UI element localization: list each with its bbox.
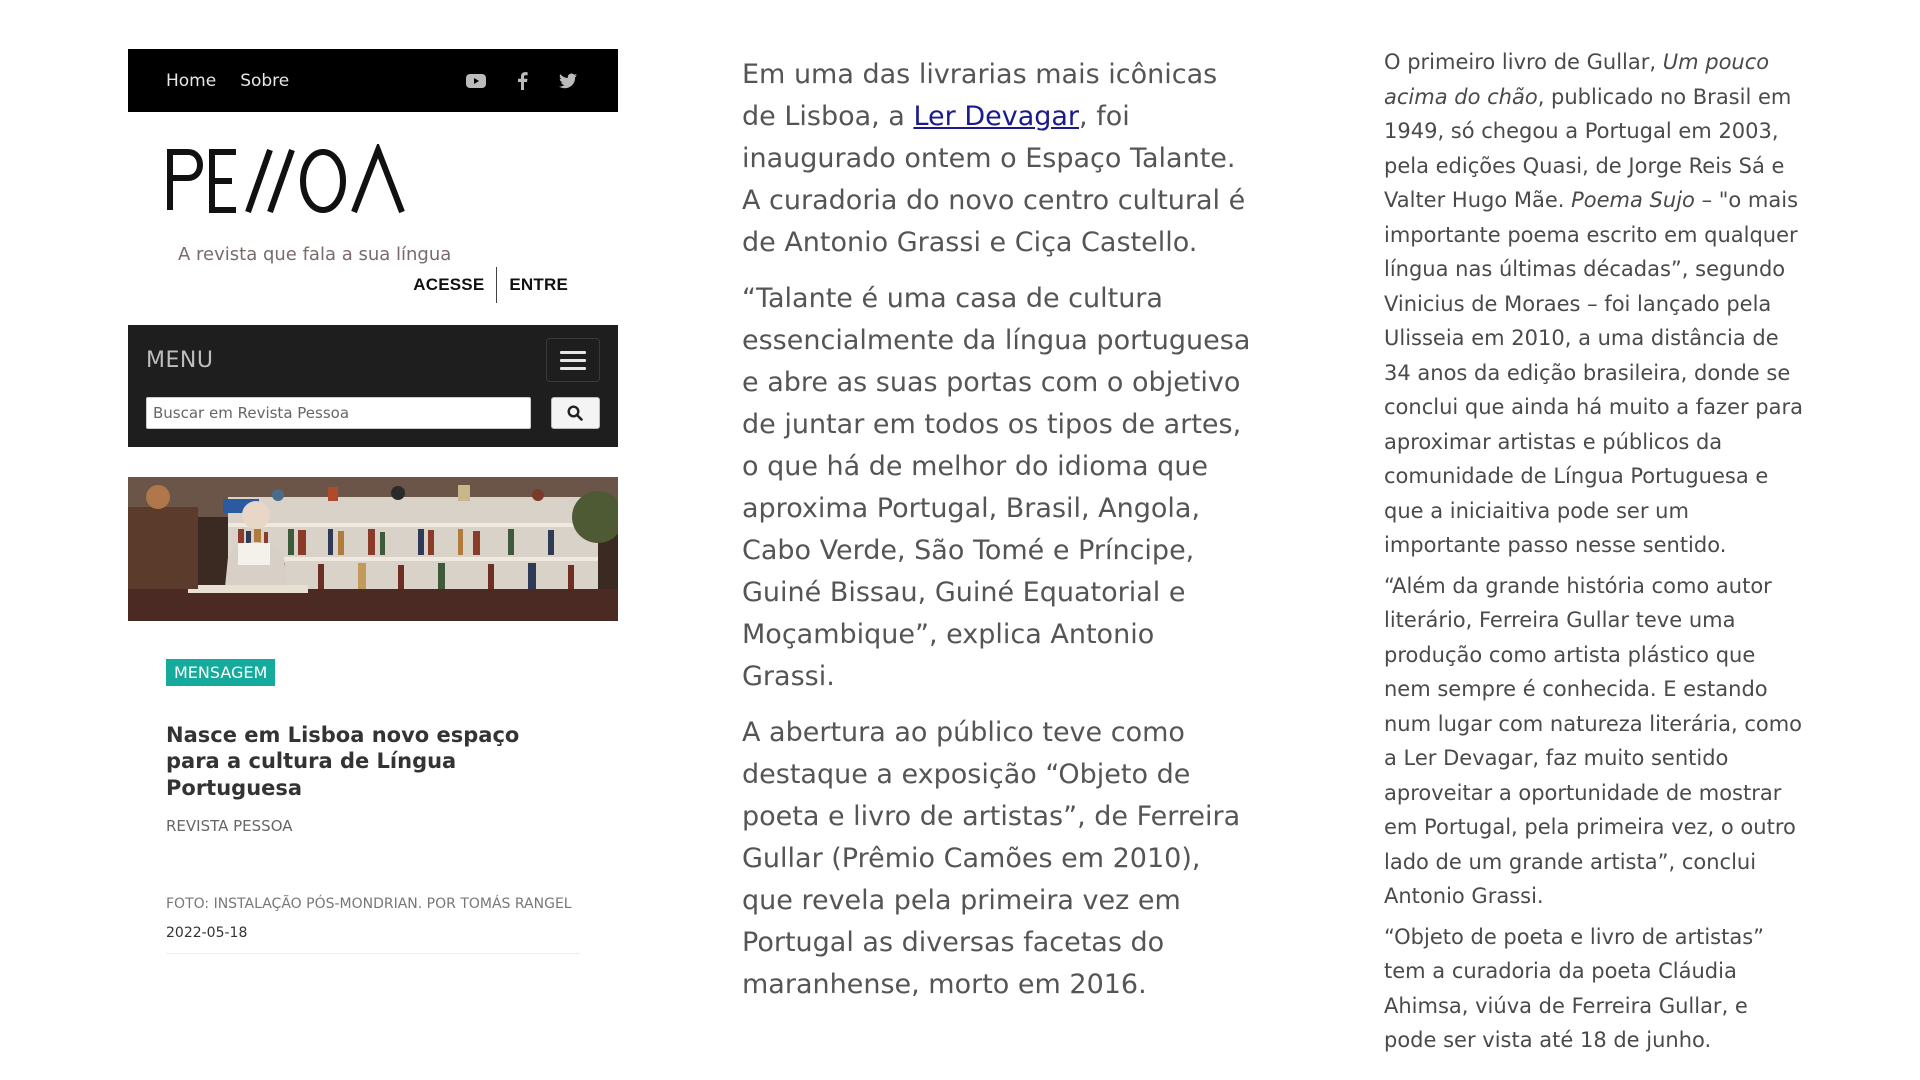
search-input[interactable]	[146, 397, 531, 429]
category-badge[interactable]: MENSAGEM	[166, 659, 275, 686]
paragraph-4-text-c: – "o mais importante poema escrito em qualquer língua nas últimas décadas”, segundo Vinicius de Moraes – foi lançado pela Ulisseia em 2010, a uma distância de 34 anos da edição brasileira, donde se conclui que ainda há muito a fazer para aproximar artistas e públicos da comunidade de Língua Portuguesa e que a iniciaitiva pode ser um importante passo nesse sentido.	[1384, 188, 1803, 557]
article-card	[128, 621, 618, 954]
article-paragraph-6: “Objeto de poeta e livro de artistas” tem a curadoria da poeta Cláudia Ahimsa, viúva de Ferreira Gullar, e pode ser vista até 18 de junho.	[1384, 924, 1765, 1052]
twitter-icon[interactable]	[556, 69, 580, 93]
menu-header	[146, 335, 600, 385]
article-body-column	[742, 54, 1252, 1020]
menu-panel	[128, 325, 618, 447]
article-headline[interactable]: Nasce em Lisboa novo espaço para a cultura de Língua Portuguesa	[166, 723, 520, 800]
site-tagline: A revista que fala a sua língua	[178, 244, 452, 265]
sidebar-column	[128, 49, 618, 954]
nav-about-link[interactable]: Sobre	[240, 70, 290, 91]
search-icon	[567, 405, 583, 421]
nav-home-link[interactable]: Home	[166, 70, 217, 91]
paragraph-1-text-a: Em uma das livrarias mais icônicas de Lisboa, a	[742, 59, 1218, 132]
top-navigation-bar	[128, 49, 618, 112]
paragraph-1-text-b: , foi inaugurado ontem o Espaço Talante. A curadoria do novo centro cultural é de Antonio Grassi e Ciça Castello.	[742, 101, 1246, 258]
ler-devagar-link[interactable]: Ler Devagar	[913, 101, 1080, 132]
menu-title: MENU	[146, 347, 214, 373]
book-title-2: Poema Sujo	[1571, 188, 1695, 212]
article-source: REVISTA PESSOA	[166, 816, 293, 835]
paragraph-4-text-b: , publicado no Brasil em 1949, só chegou a Portugal em 2003, pela edições Quasi, de Jorge Reis Sá e Valter Hugo Mãe.	[1384, 84, 1792, 212]
article-continuation-column	[1384, 45, 1804, 1064]
article-paragraph-3: A abertura ao público teve como destaque a exposição “Objeto de poeta e livro de artistas”, de Ferreira Gullar (Prêmio Camões em 2010), que revela pela primeira vez em Portugal as diversas facetas do maranhense, morto em 2016.	[742, 717, 1241, 1000]
facebook-icon[interactable]	[510, 69, 534, 93]
hamburger-menu-icon[interactable]	[546, 338, 600, 382]
article-date: 2022-05-18	[166, 925, 248, 942]
article-paragraph-2: “Talante é uma casa de cultura essencialmente da língua portuguesa e abre as suas portas com o objetivo de juntar em todos os tipos de artes, o que há de melhor do idioma que aproxima Portugal, Brasil, Angola, Cabo Verde, São Tomé e Príncipe, Guiné Bissau, Guiné Equatorial e Moçambique”, explica Antonio Grassi.	[742, 283, 1251, 692]
card-divider	[166, 953, 580, 954]
article-paragraph-5: “Além da grande história como autor literário, Ferreira Gullar teve uma produção como artista plástico que nem sempre é conhecida. E estando num lugar com natureza literária, como a Ler Devagar, faz muito sentido aproveitar a oportunidade de mostrar em Portugal, pela primeira vez, o outro lado de um grande artista”, conclui Antonio Grassi.	[1384, 573, 1803, 908]
article-paragraph-1	[742, 54, 1252, 264]
article-photo[interactable]	[128, 477, 618, 621]
auth-links	[128, 267, 618, 303]
access-link[interactable]: ACESSE	[413, 275, 485, 294]
search-bar	[146, 397, 600, 429]
youtube-icon[interactable]	[464, 69, 488, 93]
enter-link[interactable]: ENTRE	[509, 275, 568, 294]
pessoa-logo[interactable]	[166, 144, 618, 214]
paragraph-4-text-a: O primeiro livro de Gullar,	[1384, 50, 1663, 74]
auth-divider	[496, 267, 497, 303]
search-button[interactable]	[551, 397, 600, 429]
book-title-1: Um pouco acima do chão	[1384, 50, 1770, 109]
article-paragraph-4	[1384, 45, 1804, 563]
photo-caption: FOTO: INSTALAÇÃO PÓS-MONDRIAN. POR TOMÁS RANGEL	[166, 895, 572, 912]
